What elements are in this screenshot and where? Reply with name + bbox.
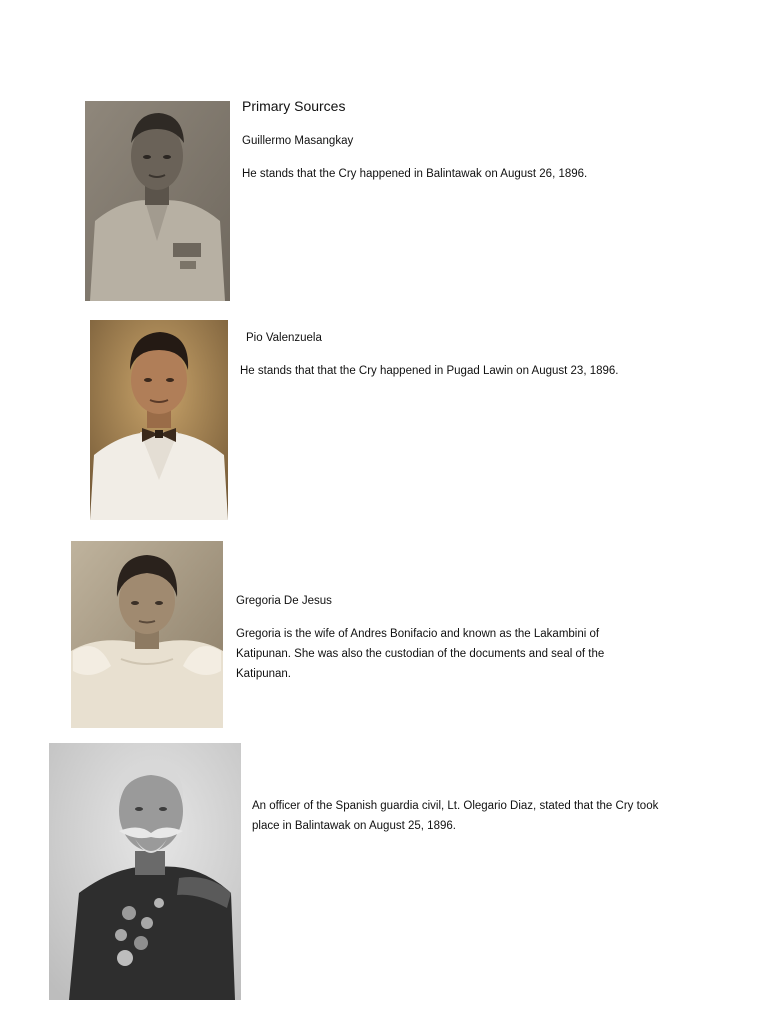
page-title: Primary Sources [242,98,346,114]
source-statement: An officer of the Spanish guardia civil, Lt. Olegario Diaz, stated that the Cry took place in Balintawak on August 25, 1896. [252,800,659,832]
source-name: Guillermo Masangkay [242,135,354,147]
photo-pio-valenzuela [90,320,228,520]
portrait-photo-icon [49,743,241,1000]
source-statement: He stands that that the Cry happened in Pugad Lawin on August 23, 1896. [240,365,619,377]
photo-olegario-diaz [49,743,241,1000]
source-name: Gregoria De Jesus [236,595,332,607]
photo-guillermo-masangkay [85,101,230,301]
source-statement: Gregoria is the wife of Andres Bonifacio and known as the Lakambini of Katipunan. She was also the custodian of the documents and seal of the Katipunan. [236,628,605,680]
photo-gregoria-de-jesus [71,541,223,728]
source-name: Pio Valenzuela [246,332,322,344]
source-statement: He stands that the Cry happened in Balintawak on August 26, 1896. [242,168,588,180]
portrait-photo-icon [90,320,228,520]
portrait-photo-icon [85,101,230,301]
portrait-photo-icon [71,541,223,728]
